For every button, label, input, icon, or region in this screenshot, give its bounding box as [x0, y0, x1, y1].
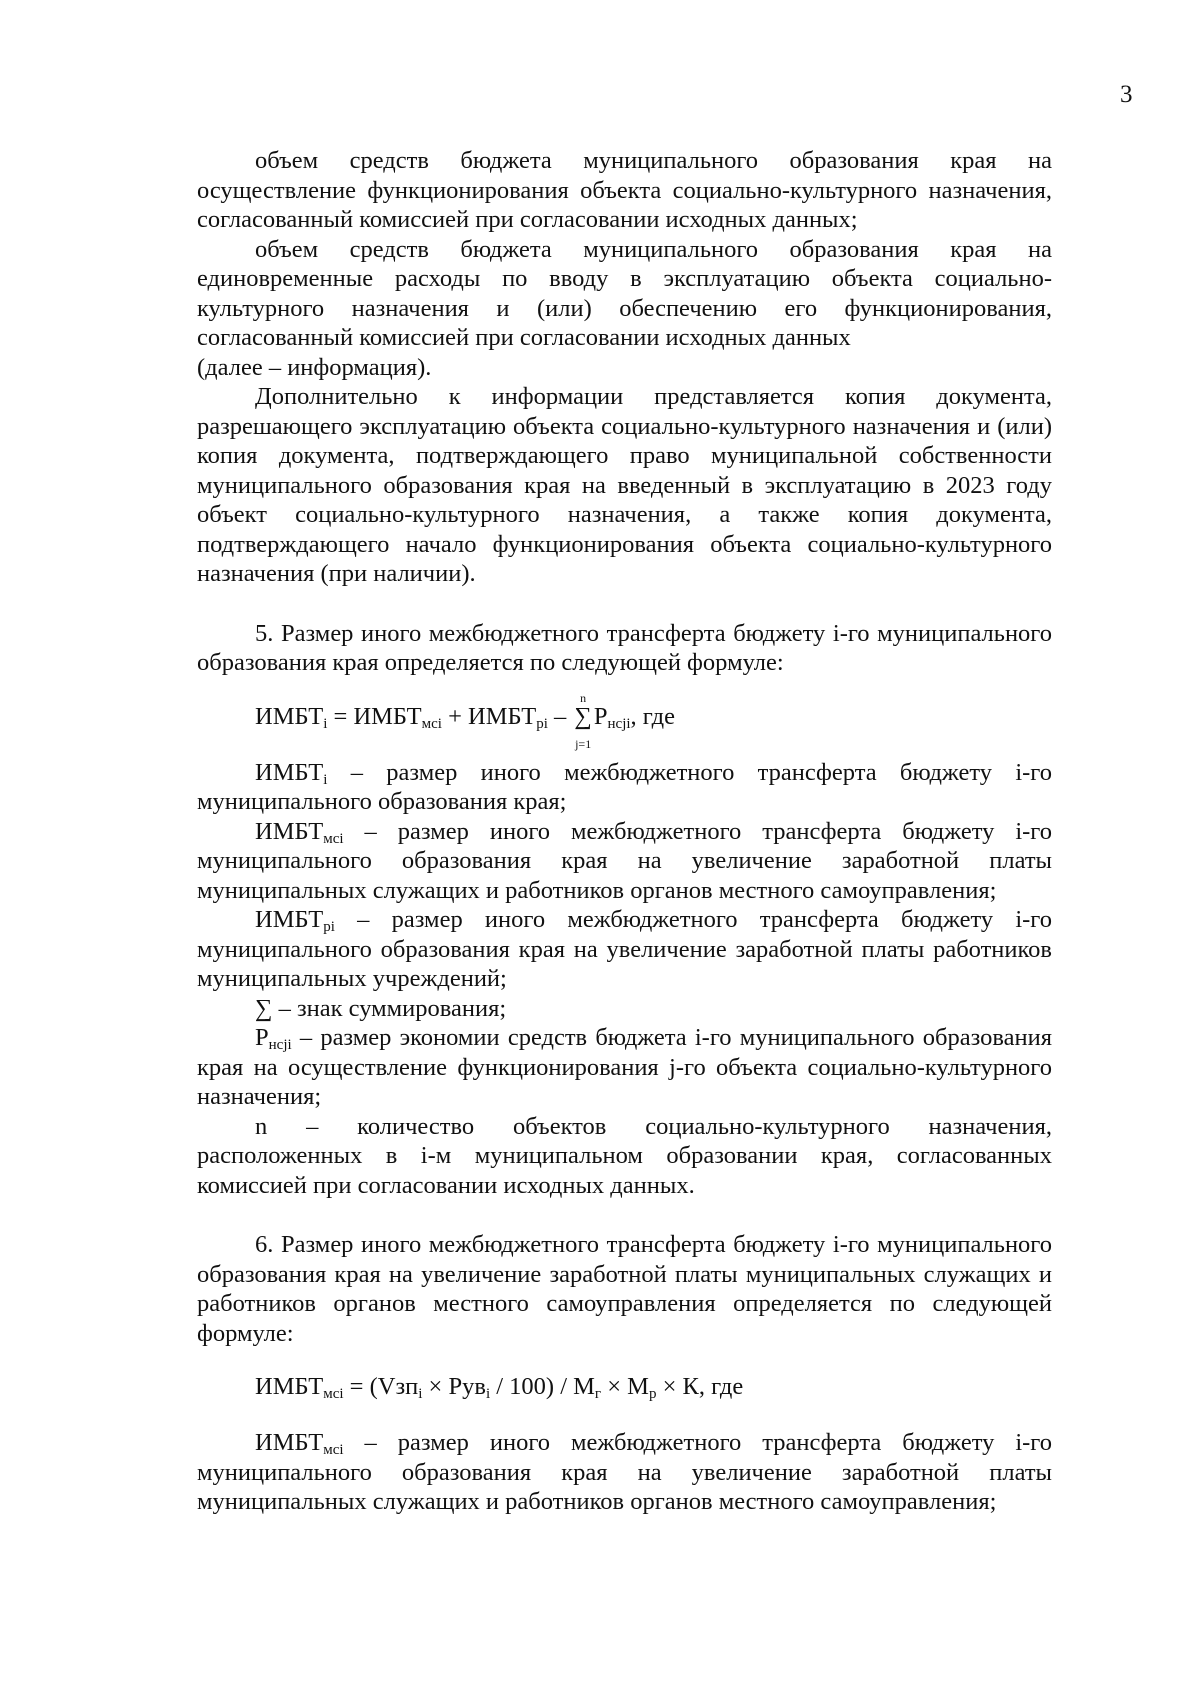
definition-imbt-i: $ИМБТ_i$ – размер иного межбюджетного трансферта бюджету i-го муниципального образования края;: [197, 758, 1052, 815]
paragraph: (далее – информация).: [197, 353, 432, 381]
definition-imbt-msi-2: $ИМБТ_{мсi}$ – размер иного межбюджетного трансферта бюджету i-го муниципального образования края на увеличение заработной платы муниципальных служащих и работников органов местного самоуправления;: [197, 1429, 1052, 1515]
paragraph: объем средств бюджета муниципального образования края на единовременные расходы по вводу в эксплуатацию объекта социально-культурного назначения и (или) обеспечению его функционирования, согласованный комиссией при согласовании исходных данных: [197, 235, 1052, 351]
paragraph: объем средств бюджета муниципального образования края на осуществление функционирования объекта социально-культурного назначения, согласованный комиссией при согласовании исходных данных;: [197, 147, 1052, 233]
paragraph: Дополнительно к информации представляется копия документа, разрешающего эксплуатацию объекта социально-культурного назначения и (или) копия документа, подтверждающего право муниципальной собственности муниципального образования края на введенный в эксплуатацию в 2023 году объект социально-культурного назначения, а также копия документа, подтверждающего начало функционирования объекта социально-культурного назначения (при наличии).: [197, 383, 1052, 587]
summation-symbol: n ∑ j=1: [574, 690, 592, 751]
definition-p-nsji: $Р_{нсji}$ – размер экономии средств бюджета i-го муниципального образования края на осуществление функционирования j-го объекта социально-культурного назначения;: [197, 1024, 1052, 1110]
formula-5: $ИМБТ_i$ = $ИМБТ_{мсi}$ + $ИМБТ_{рi}$ – n ∑ j=1 $Р_{нсji}$, где: [255, 690, 675, 751]
definition-imbt-msi: $ИМБТ_{мсi}$ – размер иного межбюджетного трансферта бюджету i-го муниципального образования края на увеличение заработной платы муниципальных служащих и работников органов местного самоуправления;: [197, 817, 1052, 904]
definition-sum: ∑ – знак суммирования;: [255, 994, 507, 1022]
formula-6: $ИМБТ_{мсi} = (Vзп_i \times Рув_i / 100) / М_г \times М_р \times К$, где: [255, 1373, 744, 1402]
page-number: 3: [1120, 81, 1133, 108]
item-5-intro: 5. Размер иного межбюджетного трансферта бюджету i-го муниципального образования края определяется по следующей формуле:: [197, 619, 1052, 676]
document-body: [197, 146, 1052, 1517]
definition-n: n – количество объектов социально-культурного назначения, расположенных в i-м муниципальном образовании края, согласованных комиссией при согласовании исходных данных.: [197, 1112, 1052, 1199]
definition-imbt-ri: $ИМБТ_{рi}$ – размер иного межбюджетного трансферта бюджету i-го муниципального образования края на увеличение заработной платы работников муниципальных учреждений;: [197, 906, 1052, 992]
item-6-intro: 6. Размер иного межбюджетного трансферта бюджету i-го муниципального образования края на увеличение заработной платы муниципальных служащих и работников органов местного самоуправления определяется по следующей формуле:: [197, 1231, 1052, 1347]
